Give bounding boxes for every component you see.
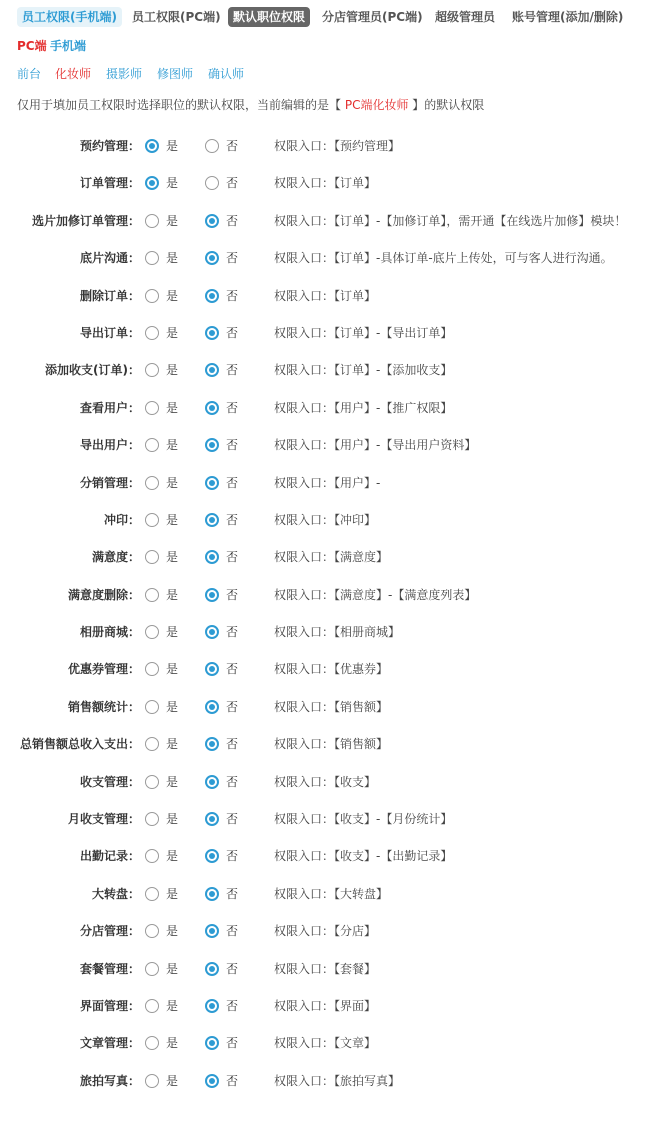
radio-yes[interactable] bbox=[145, 812, 159, 826]
permission-label: 界面管理： bbox=[79, 998, 140, 1013]
radio-no[interactable] bbox=[205, 775, 219, 789]
option-no-label[interactable]: 否 bbox=[226, 475, 239, 490]
option-yes-label[interactable]: 是 bbox=[166, 625, 179, 640]
tab-branch-admin-pc[interactable]: 分店管理员(PC端) bbox=[322, 10, 423, 24]
radio-no[interactable] bbox=[205, 289, 219, 303]
permission-entry: 权限入口：【预约管理】 bbox=[274, 139, 401, 153]
role-reception[interactable]: 前台 bbox=[17, 67, 42, 81]
permission-row bbox=[0, 502, 646, 539]
radio-yes[interactable] bbox=[145, 513, 159, 527]
option-no-label[interactable]: 否 bbox=[226, 774, 239, 789]
radio-no[interactable] bbox=[205, 849, 219, 863]
permission-entry: 权限入口：【相册商城】 bbox=[274, 625, 401, 640]
option-no-label[interactable]: 否 bbox=[226, 886, 239, 901]
permission-entry: 权限入口：【收支】 bbox=[274, 774, 377, 789]
option-no-label[interactable]: 否 bbox=[226, 849, 239, 864]
permission-label: 查看用户： bbox=[79, 400, 140, 415]
permission-label: 选片加修订单管理： bbox=[31, 213, 140, 228]
radio-no[interactable] bbox=[205, 588, 219, 602]
option-yes-label[interactable]: 是 bbox=[166, 998, 179, 1013]
role-makeup-artist[interactable]: 化妆师 bbox=[55, 67, 92, 81]
radio-yes[interactable] bbox=[145, 775, 159, 789]
radio-yes[interactable] bbox=[145, 999, 159, 1013]
option-yes-label[interactable]: 是 bbox=[166, 961, 179, 976]
option-no-label[interactable]: 否 bbox=[226, 1073, 239, 1088]
permission-label: 总销售额总收入支出： bbox=[19, 737, 140, 752]
permission-row bbox=[0, 352, 646, 389]
option-no-label[interactable]: 否 bbox=[226, 176, 239, 191]
option-yes-label[interactable]: 是 bbox=[166, 213, 179, 228]
permission-row bbox=[0, 1025, 646, 1062]
radio-no[interactable] bbox=[205, 625, 219, 639]
radio-yes[interactable] bbox=[145, 849, 159, 863]
description-current-role: PC端化妆师 bbox=[341, 98, 413, 112]
radio-no[interactable] bbox=[205, 476, 219, 490]
permission-entry: 权限入口：【收支】-【出勤记录】 bbox=[274, 849, 453, 864]
radio-yes[interactable] bbox=[145, 401, 159, 415]
option-no-label[interactable]: 否 bbox=[226, 213, 239, 228]
permission-entry: 权限入口：【用户】-【推广权限】 bbox=[274, 400, 453, 415]
radio-yes[interactable] bbox=[145, 887, 159, 901]
permission-label: 文章管理： bbox=[79, 1036, 140, 1051]
permission-label: 添加收支(订单)： bbox=[45, 363, 140, 378]
radio-no[interactable] bbox=[205, 176, 219, 190]
radio-no[interactable] bbox=[205, 139, 219, 153]
option-no-label[interactable]: 否 bbox=[226, 139, 239, 153]
permission-row bbox=[0, 539, 646, 576]
radio-no[interactable] bbox=[205, 363, 219, 377]
option-yes-label[interactable]: 是 bbox=[166, 587, 179, 602]
permission-label: 满意度： bbox=[91, 550, 140, 565]
option-no-label[interactable]: 否 bbox=[226, 961, 239, 976]
option-yes-label[interactable]: 是 bbox=[166, 251, 179, 266]
radio-yes[interactable] bbox=[145, 588, 159, 602]
role-confirmer[interactable]: 确认师 bbox=[208, 67, 245, 81]
radio-no[interactable] bbox=[205, 326, 219, 340]
permission-row bbox=[0, 465, 646, 502]
permission-label: 冲印： bbox=[103, 512, 140, 527]
tab-account-management[interactable]: 账号管理(添加/删除) bbox=[512, 10, 624, 24]
radio-yes[interactable] bbox=[145, 363, 159, 377]
permission-label: 满意度删除： bbox=[67, 587, 140, 602]
radio-yes[interactable] bbox=[145, 289, 159, 303]
radio-no[interactable] bbox=[205, 214, 219, 228]
permission-entry: 权限入口：【旅拍写真】 bbox=[274, 1073, 401, 1088]
radio-yes[interactable] bbox=[145, 924, 159, 938]
permission-entry: 权限入口：【销售额】 bbox=[274, 699, 389, 714]
permission-label: 导出订单： bbox=[79, 325, 140, 340]
option-yes-label[interactable]: 是 bbox=[166, 176, 179, 191]
option-yes-label[interactable]: 是 bbox=[166, 438, 179, 453]
radio-yes[interactable] bbox=[145, 251, 159, 265]
permission-entry: 权限入口：【用户】-【导出用户资料】 bbox=[274, 438, 477, 453]
permission-row bbox=[0, 203, 646, 240]
radio-no[interactable] bbox=[205, 700, 219, 714]
option-no-label[interactable]: 否 bbox=[226, 550, 239, 565]
permission-list bbox=[0, 128, 646, 1100]
permission-entry: 权限入口：【订单】 bbox=[274, 288, 377, 303]
option-no-label[interactable]: 否 bbox=[226, 512, 239, 527]
permission-label: 删除订单： bbox=[79, 288, 140, 303]
option-no-label[interactable]: 否 bbox=[226, 251, 239, 266]
radio-yes[interactable] bbox=[145, 214, 159, 228]
permission-row bbox=[0, 128, 646, 165]
permission-label: 导出用户： bbox=[79, 438, 140, 453]
permission-row bbox=[0, 240, 646, 277]
option-yes-label[interactable]: 是 bbox=[166, 400, 179, 415]
permission-row bbox=[0, 315, 646, 352]
option-no-label[interactable]: 否 bbox=[226, 625, 239, 640]
radio-yes[interactable] bbox=[145, 550, 159, 564]
platform-pc-link[interactable]: PC端 bbox=[17, 39, 47, 53]
permission-label: 分销管理： bbox=[79, 475, 140, 490]
option-no-label[interactable]: 否 bbox=[226, 400, 239, 415]
permission-entry: 权限入口：【冲印】 bbox=[274, 512, 377, 527]
permission-entry: 权限入口：【用户】- bbox=[274, 475, 381, 490]
permission-row bbox=[0, 764, 646, 801]
radio-no[interactable] bbox=[205, 401, 219, 415]
radio-no[interactable] bbox=[205, 1036, 219, 1050]
permission-entry: 权限入口：【套餐】 bbox=[274, 961, 377, 976]
option-yes-label[interactable]: 是 bbox=[166, 512, 179, 527]
permission-row bbox=[0, 614, 646, 651]
permission-label: 分店管理： bbox=[79, 924, 140, 939]
permission-entry: 权限入口：【销售额】 bbox=[274, 737, 389, 752]
permission-label: 销售额统计： bbox=[67, 699, 140, 714]
permission-label: 相册商城： bbox=[79, 625, 140, 640]
radio-yes[interactable] bbox=[145, 326, 159, 340]
radio-yes[interactable] bbox=[145, 700, 159, 714]
permission-entry: 权限入口：【满意度】-【满意度列表】 bbox=[274, 587, 477, 602]
permission-entry: 权限入口：【分店】 bbox=[274, 924, 377, 939]
option-no-label[interactable]: 否 bbox=[226, 998, 239, 1013]
radio-yes[interactable] bbox=[145, 625, 159, 639]
radio-no[interactable] bbox=[205, 550, 219, 564]
radio-yes[interactable] bbox=[145, 438, 159, 452]
option-no-label[interactable]: 否 bbox=[226, 699, 239, 714]
option-no-label[interactable]: 否 bbox=[226, 662, 239, 677]
radio-yes[interactable] bbox=[145, 176, 159, 190]
radio-no[interactable] bbox=[205, 662, 219, 676]
option-yes-label[interactable]: 是 bbox=[166, 139, 179, 153]
permission-label: 底片沟通： bbox=[79, 251, 140, 266]
permission-label: 旅拍写真： bbox=[79, 1073, 140, 1088]
permission-row bbox=[0, 951, 646, 988]
option-no-label[interactable]: 否 bbox=[226, 288, 239, 303]
permission-entry: 权限入口：【订单】-具体订单-底片上传处，可与客人进行沟通。 bbox=[274, 251, 613, 266]
option-yes-label[interactable]: 是 bbox=[166, 363, 179, 378]
permission-row bbox=[0, 913, 646, 950]
permission-row bbox=[0, 577, 646, 614]
permission-label: 收支管理： bbox=[79, 774, 140, 789]
radio-yes[interactable] bbox=[145, 1074, 159, 1088]
permission-row bbox=[0, 651, 646, 688]
option-no-label[interactable]: 否 bbox=[226, 737, 239, 752]
radio-no[interactable] bbox=[205, 924, 219, 938]
permission-row bbox=[0, 165, 646, 202]
permission-label: 订单管理： bbox=[79, 176, 140, 191]
radio-no[interactable] bbox=[205, 251, 219, 265]
permission-row bbox=[0, 726, 646, 763]
permission-label: 预约管理： bbox=[79, 139, 140, 153]
permission-row bbox=[0, 1063, 646, 1100]
option-yes-label[interactable]: 是 bbox=[166, 662, 179, 677]
tab-staff-pc[interactable]: 员工权限(PC端) bbox=[132, 10, 221, 24]
permission-row bbox=[0, 988, 646, 1025]
role-photographer[interactable]: 摄影师 bbox=[106, 67, 143, 81]
permission-entry: 权限入口：【大转盘】 bbox=[274, 886, 389, 901]
radio-no[interactable] bbox=[205, 999, 219, 1013]
radio-no[interactable] bbox=[205, 737, 219, 751]
tab-default-position[interactable]: 默认职位权限 bbox=[228, 7, 310, 27]
permission-row bbox=[0, 801, 646, 838]
tab-super-admin[interactable]: 超级管理员 bbox=[435, 10, 496, 24]
radio-yes[interactable] bbox=[145, 139, 159, 153]
permission-row bbox=[0, 838, 646, 875]
role-retoucher[interactable]: 修图师 bbox=[157, 67, 194, 81]
option-yes-label[interactable]: 是 bbox=[166, 849, 179, 864]
option-no-label[interactable]: 否 bbox=[226, 363, 239, 378]
permission-row bbox=[0, 689, 646, 726]
permission-label: 月收支管理： bbox=[67, 812, 140, 827]
permission-label: 出勤记录： bbox=[79, 849, 140, 864]
permission-entry: 权限入口：【订单】 bbox=[274, 176, 377, 191]
option-no-label[interactable]: 否 bbox=[226, 587, 239, 602]
permission-row bbox=[0, 390, 646, 427]
option-no-label[interactable]: 否 bbox=[226, 924, 239, 939]
permission-label: 优惠券管理： bbox=[67, 662, 140, 677]
option-no-label[interactable]: 否 bbox=[226, 812, 239, 827]
option-yes-label[interactable]: 是 bbox=[166, 550, 179, 565]
permission-row bbox=[0, 876, 646, 913]
option-yes-label[interactable]: 是 bbox=[166, 699, 179, 714]
permission-row bbox=[0, 278, 646, 315]
option-yes-label[interactable]: 是 bbox=[166, 1036, 179, 1051]
description-prefix: 仅用于填加员工权限时选择职位的默认权限，当前编辑的是【 bbox=[17, 98, 342, 112]
option-yes-label[interactable]: 是 bbox=[166, 1073, 179, 1088]
radio-yes[interactable] bbox=[145, 1036, 159, 1050]
option-yes-label[interactable]: 是 bbox=[166, 774, 179, 789]
radio-yes[interactable] bbox=[145, 962, 159, 976]
permission-entry: 权限入口：【订单】-【导出订单】 bbox=[274, 325, 453, 340]
option-no-label[interactable]: 否 bbox=[226, 325, 239, 340]
tab-staff-mobile[interactable]: 员工权限(手机端) bbox=[17, 7, 122, 27]
permission-entry: 权限入口：【订单】-【加修订单】，需开通【在线选片加修】模块！ bbox=[274, 213, 627, 228]
option-no-label[interactable]: 否 bbox=[226, 1036, 239, 1051]
permission-label: 套餐管理： bbox=[79, 961, 140, 976]
permission-label: 大转盘： bbox=[91, 886, 140, 901]
description-suffix: 】的默认权限 bbox=[412, 98, 485, 112]
top-navigation bbox=[0, 0, 646, 34]
description bbox=[17, 97, 484, 113]
option-yes-label[interactable]: 是 bbox=[166, 737, 179, 752]
radio-no[interactable] bbox=[205, 438, 219, 452]
permission-entry: 权限入口：【收支】-【月份统计】 bbox=[274, 812, 453, 827]
option-yes-label[interactable]: 是 bbox=[166, 886, 179, 901]
platform-mobile-link[interactable]: 手机端 bbox=[50, 39, 87, 53]
radio-yes[interactable] bbox=[145, 476, 159, 490]
radio-no[interactable] bbox=[205, 962, 219, 976]
option-yes-label[interactable]: 是 bbox=[166, 325, 179, 340]
permission-entry: 权限入口：【满意度】 bbox=[274, 550, 389, 565]
radio-no[interactable] bbox=[205, 513, 219, 527]
permission-entry: 权限入口：【订单】-【添加收支】 bbox=[274, 363, 453, 378]
permission-entry: 权限入口：【文章】 bbox=[274, 1036, 377, 1051]
option-yes-label[interactable]: 是 bbox=[166, 812, 179, 827]
option-yes-label[interactable]: 是 bbox=[166, 924, 179, 939]
permission-entry: 权限入口：【界面】 bbox=[274, 998, 377, 1013]
option-yes-label[interactable]: 是 bbox=[166, 475, 179, 490]
radio-no[interactable] bbox=[205, 812, 219, 826]
permission-row bbox=[0, 427, 646, 464]
permission-entry: 权限入口：【优惠券】 bbox=[274, 662, 389, 677]
radio-yes[interactable] bbox=[145, 662, 159, 676]
option-no-label[interactable]: 否 bbox=[226, 438, 239, 453]
radio-no[interactable] bbox=[205, 1074, 219, 1088]
radio-yes[interactable] bbox=[145, 737, 159, 751]
radio-no[interactable] bbox=[205, 887, 219, 901]
option-yes-label[interactable]: 是 bbox=[166, 288, 179, 303]
